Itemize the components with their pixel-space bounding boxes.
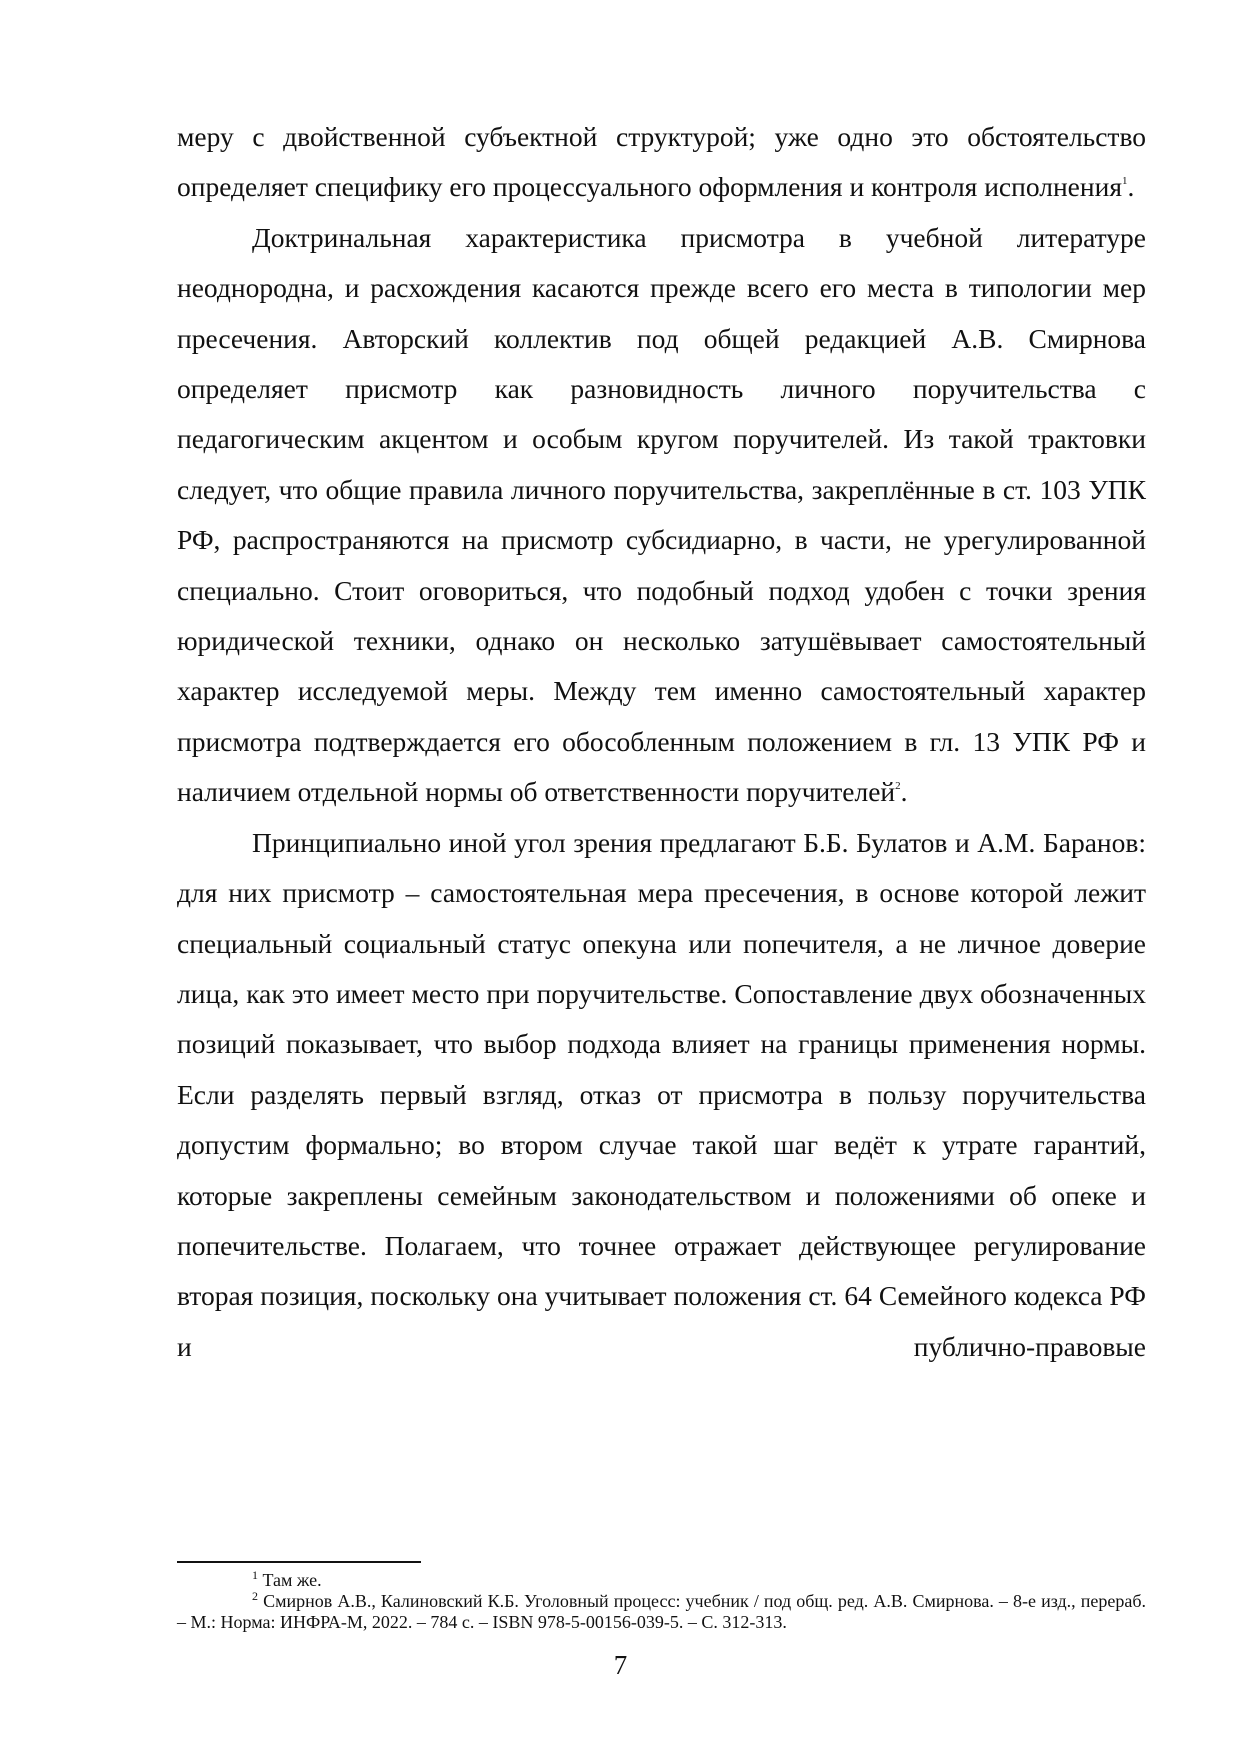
footnote-text: Смирнов А.В., Калиновский К.Б. Уголовный процесс: учебник / под общ. ред. А.В. Смирнова. – 8-е изд., перераб. – М.: Норма: ИНФРА-М, 2022. – 784 с. – ISBN 978-5-00156-039-5. – С. 312-313. (177, 1591, 1147, 1632)
paragraph-tail: . (900, 776, 908, 808)
footnote (177, 1591, 1146, 1633)
footnote (177, 1570, 1146, 1591)
paragraph-continuation (177, 112, 1146, 213)
page-number: 7 (613, 1650, 628, 1680)
paragraph-text: Принципиально иной угол зрения предлагают Б.Б. Булатов и А.М. Баранов: для них присмотр – самостоятельная мера пресечения, в основе которой лежит специальный социальный статус опекуна или попечителя, а не личное доверие лица, как это имеет место при поручительстве. Сопоставление двух обозначенных позиций показывает, что выбор подхода влияет на границы применения нормы. Если разделять первый взгляд, отказ от присмотра в пользу поручительства допустим формально; во втором случае такой шаг ведёт к утрате гарантий, которые закреплены семейным законодательством и положениями об опеке и попечительстве. Полагаем, что точнее отражает действующее регулирование вторая позиция, поскольку она учитывает положения ст. 64 Семейного кодекса РФ и публично-правовые (177, 826, 1146, 1362)
main-text (177, 112, 1146, 1372)
paragraph (177, 213, 1146, 818)
paragraph-text: меру с двойственной субъектной структурой; уже одно это обстоятельство определяет специфику его процессуального оформления и контроля исполнения (177, 121, 1146, 203)
footnote-number: 2 (252, 1589, 258, 1603)
paragraph (177, 818, 1146, 1372)
paragraph-text: Доктринальная характеристика присмотра в учебной литературе неоднородна, и расхождения касаются прежде всего его места в типологии мер пресечения. Авторский коллектив под общей редакцией А.В. Смирнова определяет присмотр как разновидность личного поручительства с педагогическим акцентом и особым кругом поручителей. Из такой трактовки следует, что общие правила личного поручительства, закреплённые в ст. 103 УПК РФ, распространяются на присмотр субсидиарно, в части, не урегулированной специально. Стоит оговориться, что подобный подход удобен с точки зрения юридической техники, однако он несколько затушёвывает самостоятельный характер исследуемой меры. Между тем именно самостоятельный характер присмотра подтверждается его обособленным положением в гл. 13 УПК РФ и наличием отдельной нормы об ответственности поручителей (177, 221, 1146, 808)
footnote-ref[interactable]: 1 (1121, 175, 1128, 188)
footnote-number: 1 (252, 1568, 258, 1582)
footnotes (177, 1570, 1146, 1633)
footnote-ref[interactable]: 2 (895, 780, 901, 793)
paragraph-tail: . (1127, 171, 1135, 203)
footnote-separator (177, 1561, 421, 1563)
footnote-text: Там же. (262, 1570, 322, 1590)
